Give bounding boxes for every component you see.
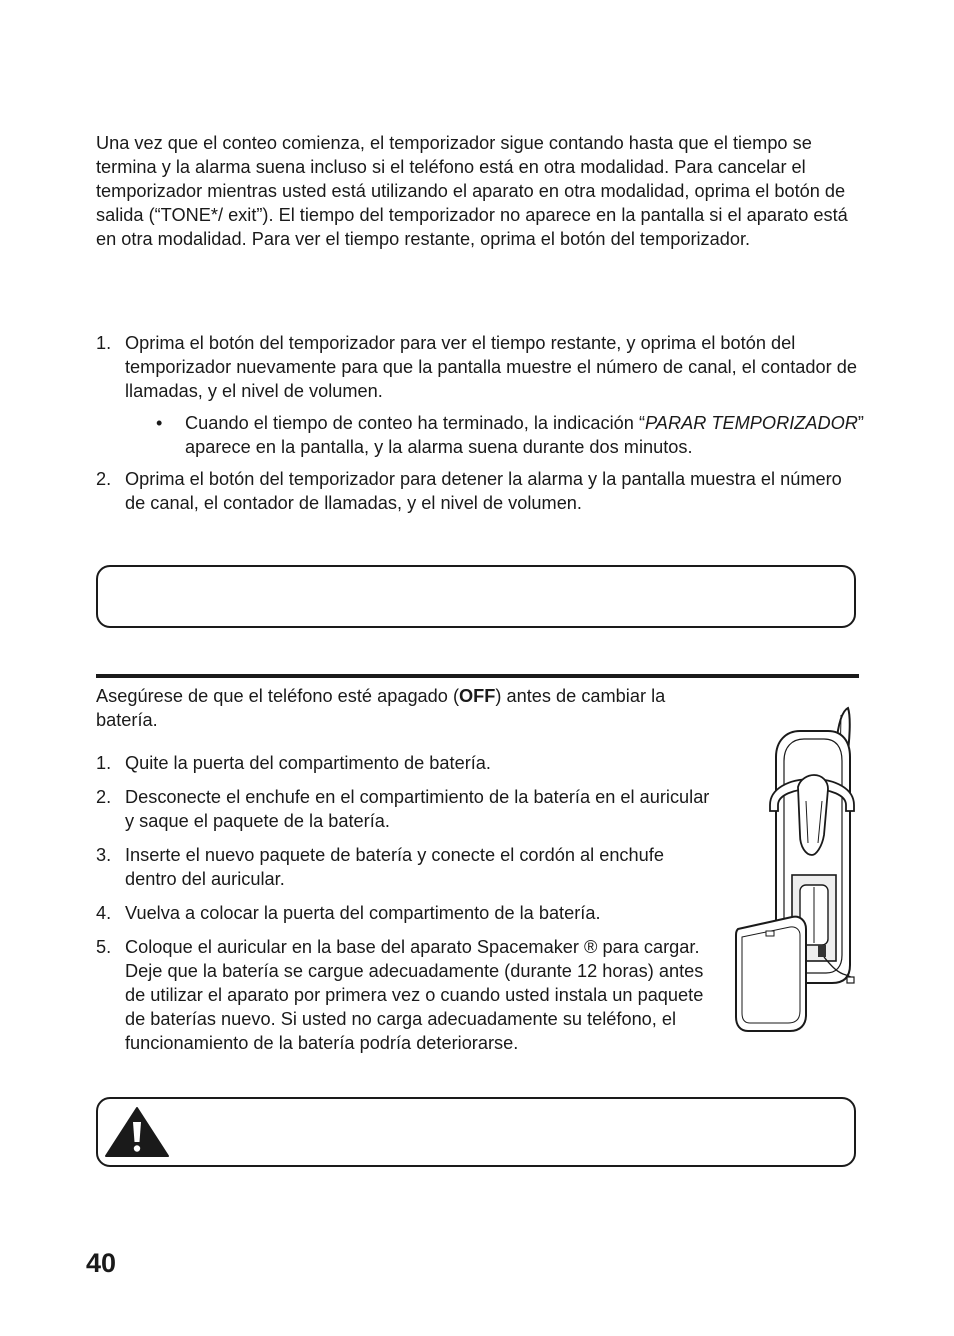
bullet-text-after: ” aparece en la pantalla, y la alarma suena durante dos minutos. xyxy=(185,413,864,457)
list-item xyxy=(96,785,716,833)
bullet-text-italic: PARAR TEMPORIZADOR xyxy=(645,413,858,433)
list-item xyxy=(96,935,716,1055)
section-divider xyxy=(96,674,859,678)
handset-battery-illustration xyxy=(728,705,868,1035)
step-number: 5. xyxy=(96,937,112,957)
list-item xyxy=(96,751,716,775)
battery-intro xyxy=(96,684,716,732)
step-text: Desconecte el enchufe en el compartimiento de la batería en el auricular y saque el paquete de la batería. xyxy=(125,787,710,831)
list-item xyxy=(96,901,716,925)
step-text: Coloque el auricular en la base del aparato Spacemaker ® para cargar. Deje que la batería se cargue adecuadamente (durante 12 horas) antes de utilizar el aparato por primera vez o cuando usted instala un paquete de baterías nuevo. Si usted no carga adecuadamente su teléfono, el funcionamiento de la batería podría deteriorarse. xyxy=(125,937,704,1053)
step-text: Quite la puerta del compartimento de batería. xyxy=(125,753,491,773)
bullet-dot: • xyxy=(156,413,163,433)
step-number: 1. xyxy=(96,333,112,353)
step-number: 3. xyxy=(96,845,112,865)
battery-steps-list xyxy=(96,751,716,1055)
step-text: Inserte el nuevo paquete de batería y conecte el cordón al enchufe dentro del auricular. xyxy=(125,845,664,889)
list-item xyxy=(96,843,716,891)
off-label: OFF xyxy=(459,686,496,706)
list-item xyxy=(96,467,866,515)
step-text: Oprima el botón del temporizador para detener la alarma y la pantalla muestra el número de canal, el contador de llamadas, y el nivel de volumen. xyxy=(125,469,842,513)
battery-intro-after: ) antes de cambiar la batería. xyxy=(96,686,666,730)
step-number: 2. xyxy=(96,469,112,489)
step-number: 2. xyxy=(96,787,112,807)
step-number: 4. xyxy=(96,903,112,923)
step-number: 1. xyxy=(96,753,112,773)
step-text: Vuelva a colocar la puerta del compartimento de la batería. xyxy=(125,903,601,923)
step-text: Oprima el botón del temporizador para ver el tiempo restante, y oprima el botón del temporizador nuevamente para que la pantalla muestre el número de canal, el contador de llamadas, y el nivel de volumen. xyxy=(125,333,857,401)
battery-intro-before: Asegúrese de que el teléfono esté apagado ( xyxy=(96,686,460,706)
bullet-text-before: Cuando el tiempo de conteo ha terminado, la indicación “ xyxy=(185,413,646,433)
warning-triangle-icon xyxy=(104,1106,170,1158)
warning-box xyxy=(96,1097,856,1167)
page-number: 40 xyxy=(86,1248,117,1278)
note-box xyxy=(96,565,856,628)
list-item xyxy=(96,331,866,459)
timer-bullet-note xyxy=(156,411,866,459)
intro-paragraph: Una vez que el conteo comienza, el temporizador sigue contando hasta que el tiempo se termina y la alarma suena incluso si el teléfono está en otra modalidad. Para cancelar el temporizador mientras usted está utilizando el aparato en otra modalidad, oprima el botón de salida (“TONE*/ exit”). El tiempo del temporizador no aparece en la pantalla si el aparato está en otra modalidad. Para ver el tiempo restante, oprima el botón del temporizador. xyxy=(96,133,848,249)
timer-steps-list xyxy=(96,331,866,515)
